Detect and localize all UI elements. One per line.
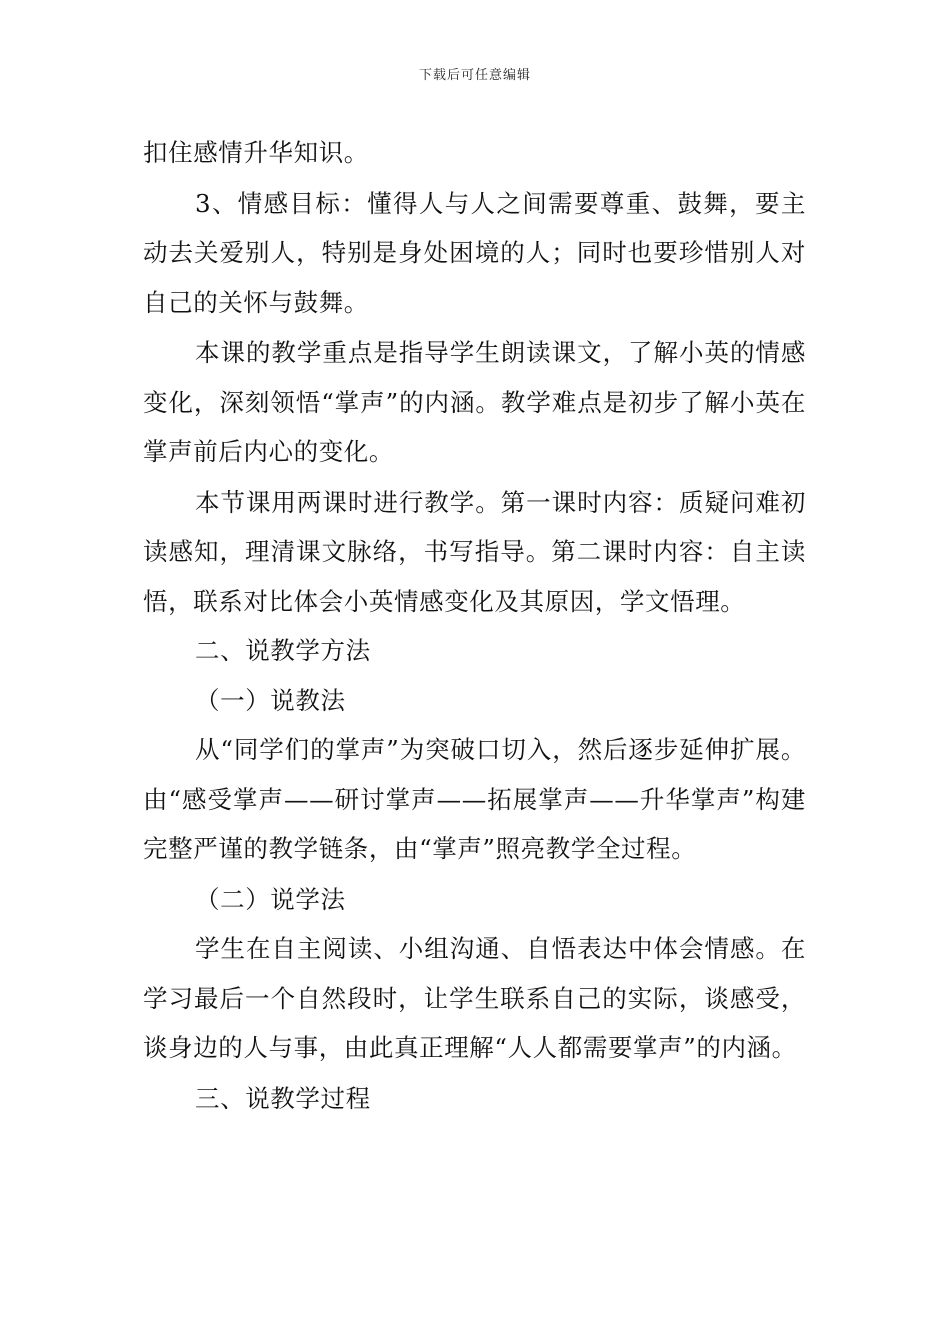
subheading-learning-approach: （二）说学法	[195, 884, 346, 914]
page-header: 下载后可任意编辑	[418, 68, 531, 83]
paragraph-key-points: 本课的教学重点是指导学生朗读课文，了解小英的情感变化，深刻领悟“掌声”的内涵。教学难点是初步了解小英在掌声前后内心的变化。	[143, 338, 806, 466]
paragraph-teaching-approach: 从“同学们的掌声”为突破口切入，然后逐步延伸扩展。由“感受掌声——研讨掌声——拓展掌声——升华掌声”构建完整严谨的教学链条，由“掌声”照亮教学全过程。	[143, 735, 806, 863]
paragraph-learning-approach: 学生在自主阅读、小组沟通、自悟表达中体会情感。在学习最后一个自然段时，让学生联系自己的实际，谈感受，谈身边的人与事，由此真正理解“人人都需要掌声”的内涵。	[143, 934, 806, 1062]
paragraph-emotion-goal: 3、情感目标：懂得人与人之间需要尊重、鼓舞，要主动去关爱别人，特别是身处困境的人；同时也要珍惜别人对自己的关怀与鼓舞。	[143, 188, 806, 317]
heading-teaching-methods: 二、说教学方法	[195, 636, 371, 665]
heading-teaching-process: 三、说教学过程	[195, 1083, 371, 1113]
subheading-teaching-approach: （一）说教法	[195, 685, 346, 715]
paragraph-lesson-plan: 本节课用两课时进行教学。第一课时内容：质疑问难初读感知，理清课文脉络，书写指导。第二课时内容：自主读悟，联系对比体会小英情感变化及其原因，学文悟理。	[143, 487, 806, 616]
document-body	[143, 128, 806, 1123]
paragraph-continuation: 扣住感情升华知识。	[143, 138, 369, 167]
